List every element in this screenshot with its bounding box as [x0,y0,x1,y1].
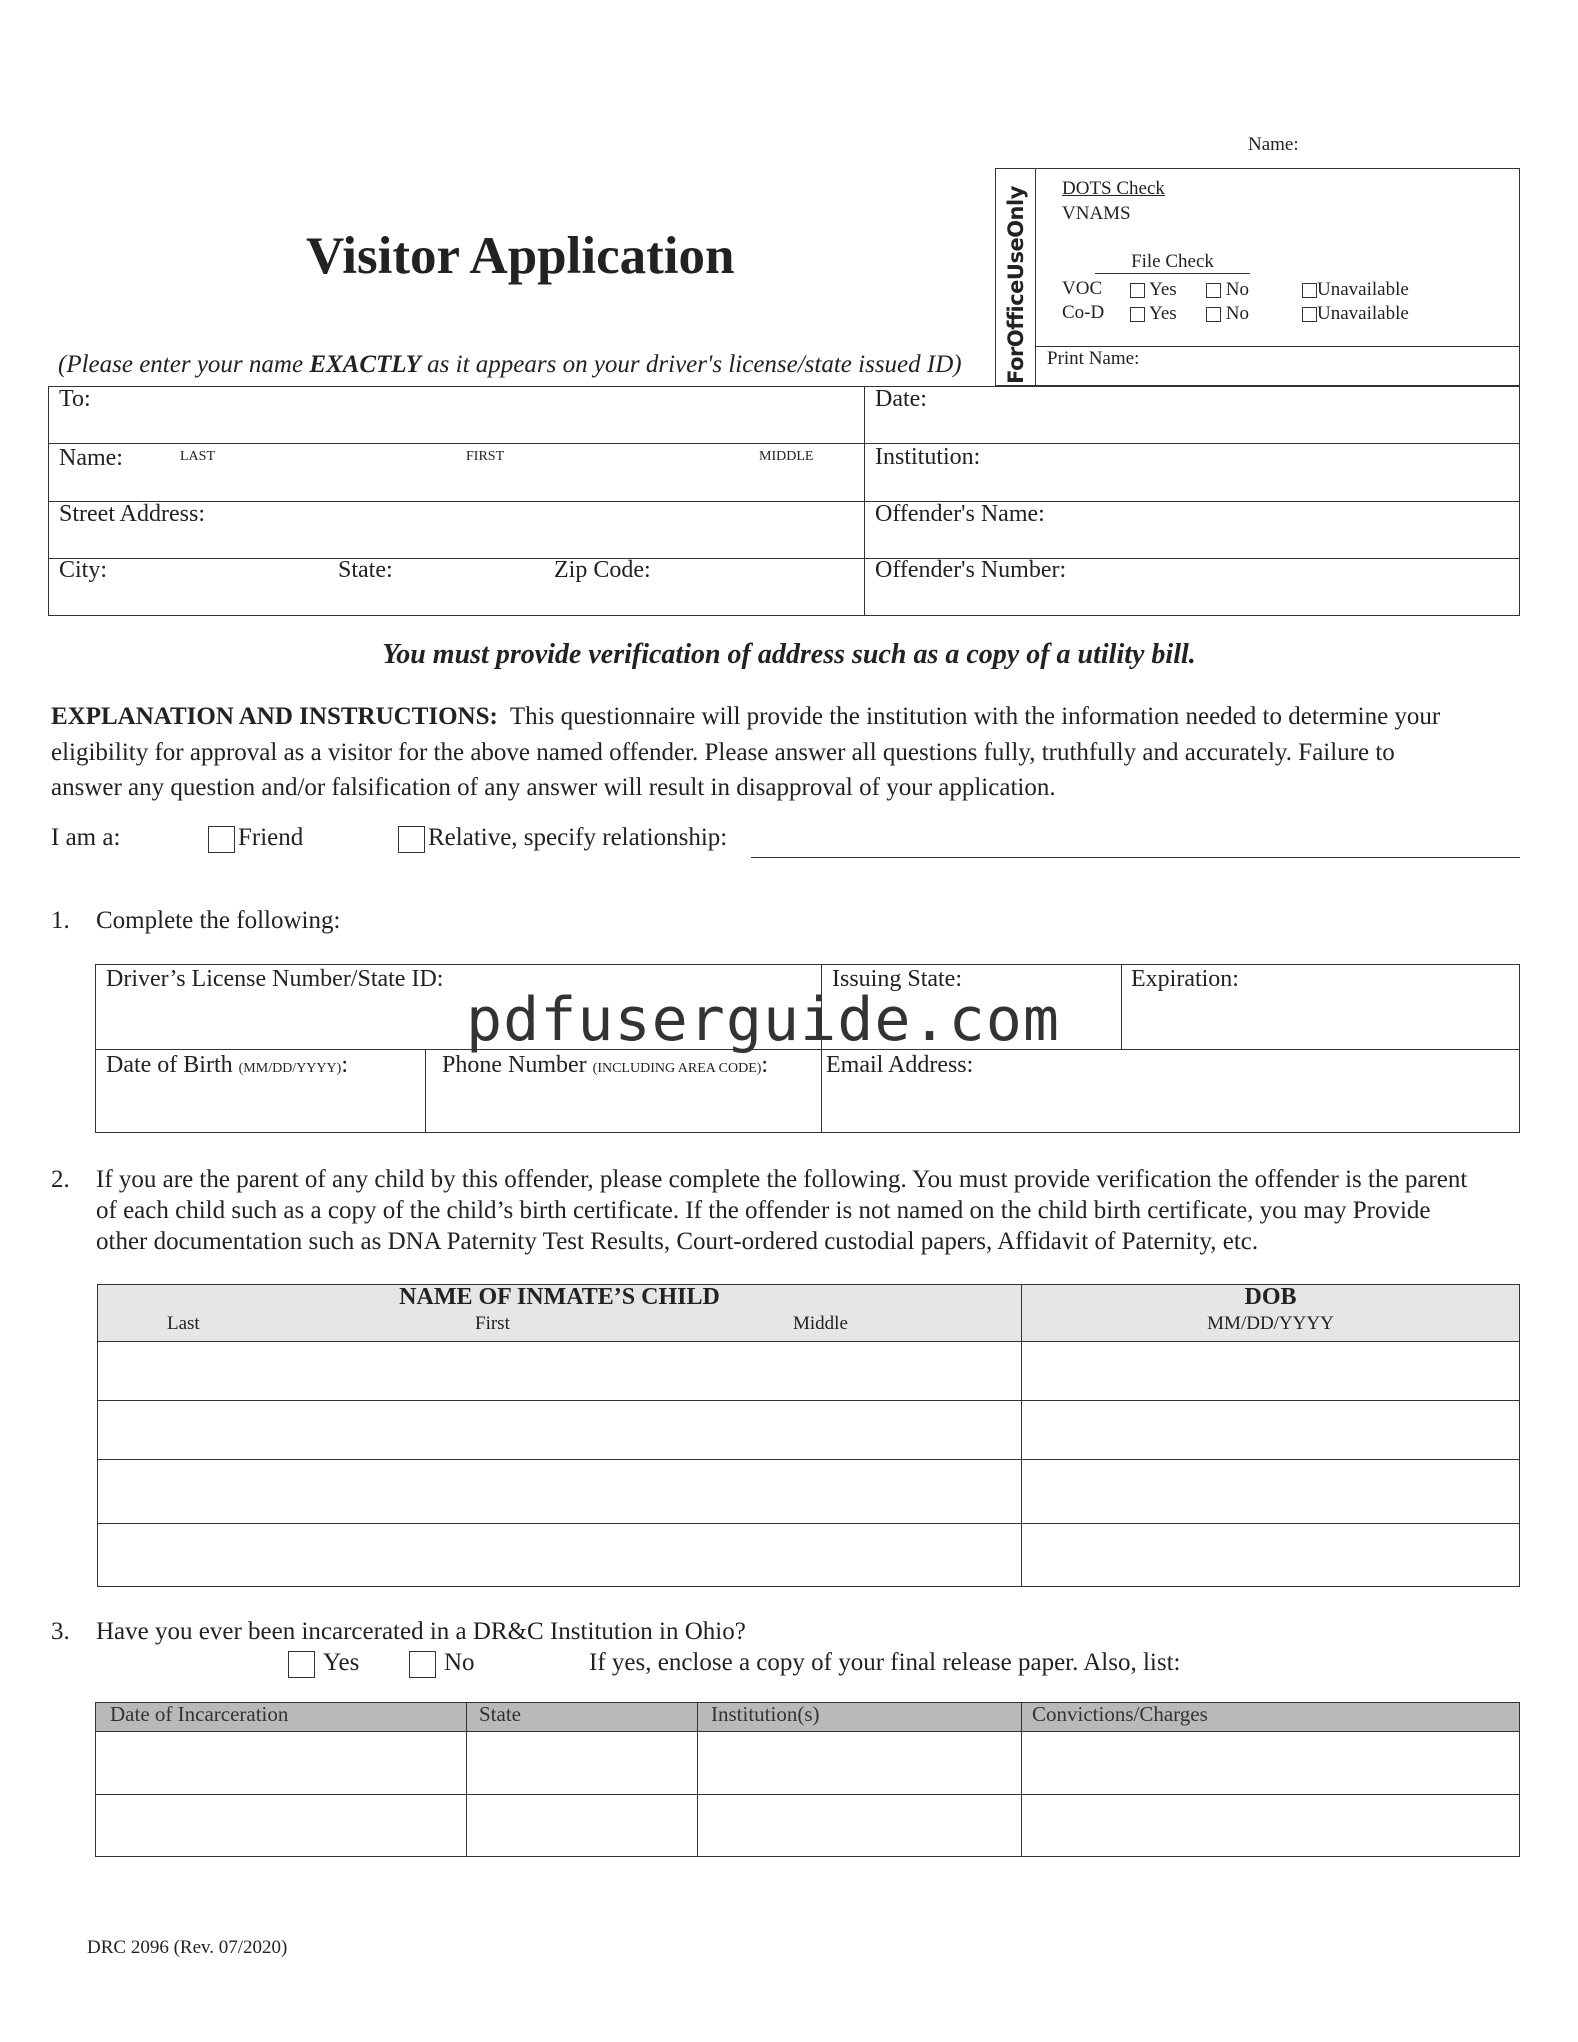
name-first-hint: FIRST [466,449,505,464]
child-name-input-1[interactable] [98,1342,1020,1399]
q3-text: Have you ever been incarcerated in a DR&C Institution in Ohio? [96,1618,746,1645]
col-convictions-charges: Convictions/Charges [1032,1702,1208,1726]
office-divider-h [1035,346,1520,347]
friend-option[interactable] [208,823,303,853]
dots-check-label: DOTS Check [1062,178,1165,199]
incarceration-date-input-2[interactable] [96,1795,465,1856]
voc-no-checkbox[interactable] [1206,283,1221,298]
q1-number: 1. [51,907,70,934]
voc-unavailable-text: Unavailable [1317,279,1409,300]
explanation-line3: answer any question and/or falsification of any answer will result in disapproval of your application. [51,774,1056,801]
q3-yes-option[interactable] [288,1648,359,1678]
voc-yes-checkbox[interactable] [1130,283,1145,298]
form-number-footer: DRC 2096 (Rev. 07/2020) [87,1937,288,1958]
q3-no-text: No [444,1649,475,1676]
child-name-input-3[interactable] [98,1460,1020,1522]
voc-label: VOC [1062,278,1103,299]
date-field[interactable]: Date: [875,386,927,412]
incarceration-charges-input-2[interactable] [1022,1795,1519,1856]
child-name-input-2[interactable] [98,1401,1020,1458]
q1-col-line [425,1049,426,1133]
phone-format: (INCLUDING AREA CODE) [592,1061,762,1076]
q3-no-checkbox[interactable] [409,1651,436,1678]
office-name-label: Name: [1248,134,1299,155]
vnams-label: VNAMS [1062,203,1131,224]
instruction-emphasis: EXACTLY [309,351,421,378]
q2-line2: of each child such as a copy of the child’s birth certificate. If the offender is not named on the child birth certificate, you may Provide [96,1197,1431,1224]
q2-number: 2. [51,1166,70,1193]
office-vertical-label: ForOfficeUseOnly [1004,186,1028,384]
instruction-pre: (Please enter your name [58,351,310,378]
q1-text: Complete the following: [96,907,341,934]
child-last-hint: Last [167,1313,200,1334]
cod-unavailable-checkbox[interactable] [1302,307,1317,322]
name-middle-hint: MIDDLE [759,449,814,464]
child-middle-hint: Middle [793,1313,848,1334]
i-am-label: I am a: [51,824,121,851]
cod-label: Co-D [1062,302,1105,323]
city-field[interactable]: City: [59,557,108,583]
voc-unavailable [1302,279,1409,301]
q1-col-line [1121,964,1122,1049]
relative-checkbox[interactable] [398,826,425,853]
incarceration-state-input-2[interactable] [467,1795,696,1856]
col-state: State [479,1702,521,1726]
name-instruction [58,351,962,379]
q3-number: 3. [51,1618,70,1645]
q2-line3: other documentation such as DNA Paternity Test Results, Court-ordered custodial papers, Affidavit of Paternity, etc. [96,1228,1259,1255]
child-dob-heading: DOB [1244,1284,1297,1310]
incarceration-institution-input-2[interactable] [698,1795,1020,1856]
file-check-label: File Check [1095,251,1250,274]
relative-text: Relative, specify relationship: [428,824,728,851]
voc-yes [1130,279,1177,301]
explanation-line2: eligibility for approval as a visitor for the above named offender. Please answer all questions fully, truthfully and accurately. Failure to [51,739,1395,766]
offender-name-field[interactable]: Offender's Name: [875,501,1045,527]
child-dob-input-1[interactable] [1022,1342,1519,1399]
relationship-input-line[interactable] [751,857,1520,858]
voc-unavailable-checkbox[interactable] [1302,283,1317,298]
q3-yes-checkbox[interactable] [288,1651,315,1678]
incarceration-charges-input-1[interactable] [1022,1732,1519,1793]
q3-no-option[interactable] [409,1648,475,1678]
cod-no-checkbox[interactable] [1206,307,1221,322]
cod-yes [1130,303,1177,325]
phone-label: Phone Number [442,1052,587,1078]
name-field[interactable]: Name: [59,445,123,471]
cod-yes-checkbox[interactable] [1130,307,1145,322]
cod-yes-text: Yes [1149,303,1177,324]
voc-no-text: No [1225,279,1249,300]
relative-option[interactable] [398,823,727,853]
watermark: pdfuserguide.com [466,985,1060,1055]
office-divider [1035,168,1036,386]
incarceration-institution-input-1[interactable] [698,1732,1020,1793]
offender-number-field[interactable]: Offender's Number: [875,557,1067,583]
explanation-text1: This questionnaire will provide the institution with the information needed to determine your [509,703,1441,730]
child-dob-input-4[interactable] [1022,1524,1519,1586]
dob-label: Date of Birth [106,1052,233,1078]
col-institutions: Institution(s) [711,1702,820,1726]
q3-if-yes: If yes, enclose a copy of your final release paper. Also, list: [589,1649,1181,1676]
instruction-post: as it appears on your driver's license/state issued ID) [420,351,962,378]
voc-no [1206,279,1249,301]
col-date-of-incarceration: Date of Incarceration [110,1702,289,1726]
cod-no [1206,303,1249,325]
top-form-row-line [48,443,1520,444]
cod-unavailable-text: Unavailable [1317,303,1409,324]
friend-text: Friend [238,824,304,851]
print-name-label: Print Name: [1047,348,1140,369]
child-dob-input-2[interactable] [1022,1401,1519,1458]
zip-code-field[interactable]: Zip Code: [554,557,651,583]
office-vertical-label-wrap [1002,186,1030,384]
friend-checkbox[interactable] [208,826,235,853]
dob-field[interactable]: Date of Birth (MM/DD/YYYY): [106,1052,348,1078]
incarceration-date-input-1[interactable] [96,1732,465,1793]
child-name-input-4[interactable] [98,1524,1020,1586]
institution-field[interactable]: Institution: [875,444,981,470]
expiration-field[interactable]: Expiration: [1131,966,1239,992]
state-field[interactable]: State: [338,557,393,583]
verification-note: You must provide verification of address such as a copy of a utility bill. [382,639,1196,670]
dob-format: (MM/DD/YYYY) [238,1061,342,1076]
q3-yes-text: Yes [323,1649,360,1676]
explanation-line1 [51,702,1440,732]
page-title: Visitor Application [306,227,735,285]
q2-line1: If you are the parent of any child by this offender, please complete the following. You must provide verification the offender is the parent [96,1166,1468,1193]
child-first-hint: First [475,1313,510,1334]
voc-yes-text: Yes [1149,279,1177,300]
incarceration-state-input-1[interactable] [467,1732,696,1793]
cod-unavailable [1302,303,1409,325]
top-form-row-line [48,501,1520,502]
email-field[interactable]: Email Address: [826,1052,974,1078]
explanation-heading: EXPLANATION AND INSTRUCTIONS: [51,703,498,730]
top-form-row-line [48,558,1520,559]
license-field[interactable]: Driver’s License Number/State ID: [106,966,444,992]
child-name-heading: NAME OF INMATE’S CHILD [399,1284,720,1310]
child-dob-input-3[interactable] [1022,1460,1519,1522]
street-address-field[interactable]: Street Address: [59,501,205,527]
to-field[interactable]: To: [59,386,91,412]
issuing-state-field[interactable]: Issuing State: [832,966,962,992]
name-last-hint: LAST [180,449,215,464]
child-dob-format: MM/DD/YYYY [1207,1313,1334,1334]
cod-no-text: No [1225,303,1249,324]
phone-field[interactable]: Phone Number (INCLUDING AREA CODE): [442,1052,769,1078]
